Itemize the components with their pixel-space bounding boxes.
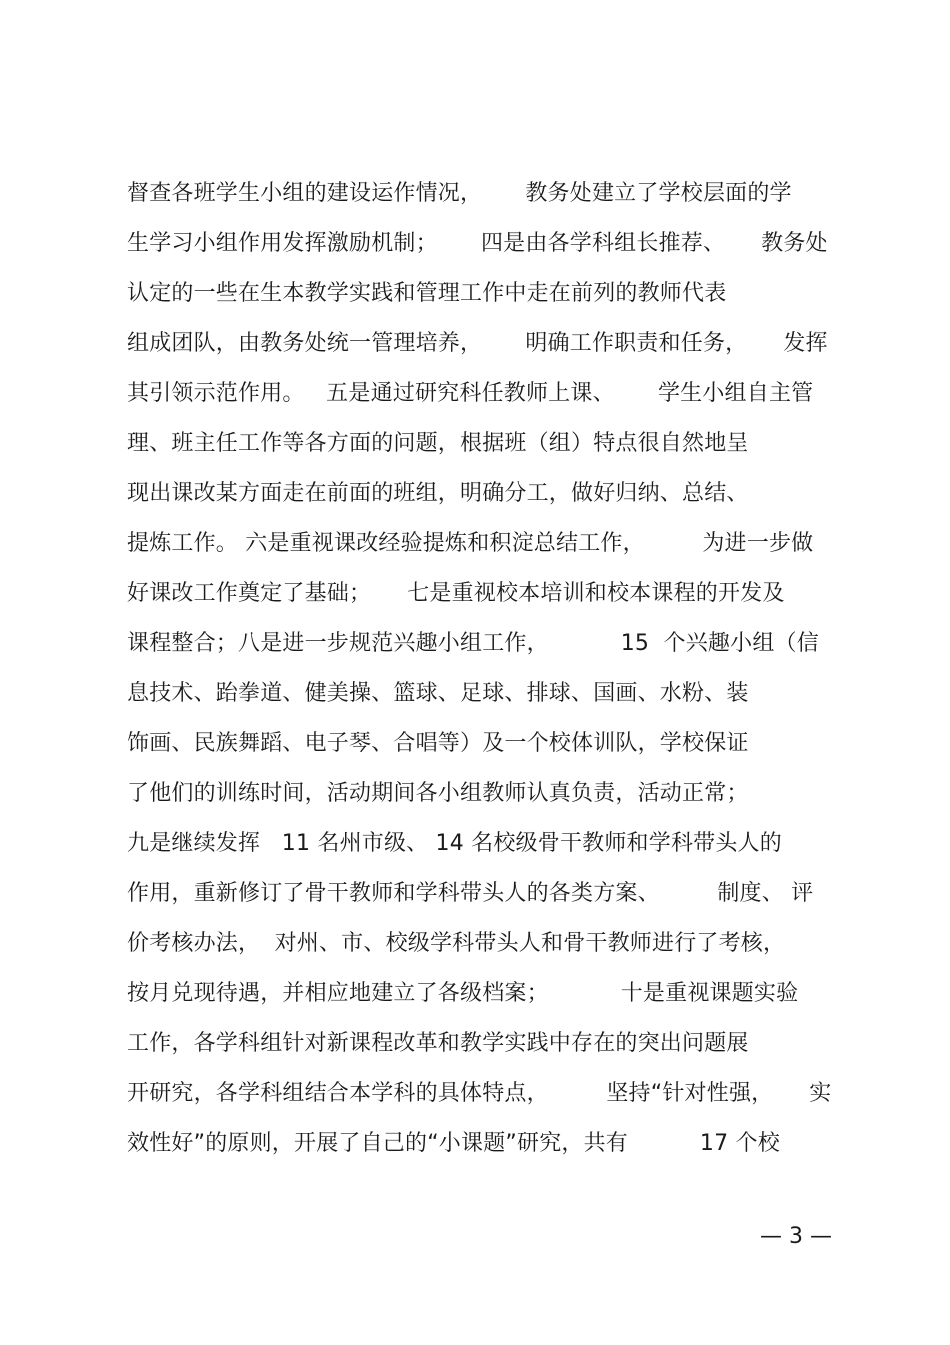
text-line: 了他们的训练时间，活动期间各小组教师认真负责，活动正常；	[127, 781, 749, 806]
text-line: 息技术、跆拳道、健美操、篮球、足球、排球、国画、水粉、装	[127, 681, 749, 706]
text-line: 九是继续发挥 11 名州市级、 14 名校级骨干教师和学科带头人的	[127, 831, 782, 856]
text-line: 按月兑现待遇，并相应地建立了各级档案； 十是重视课题实验	[127, 981, 799, 1006]
text-line: 提炼工作。 六是重视课改经验提炼和积淀总结工作， 为进一步做	[127, 531, 814, 556]
body-text	[127, 176, 833, 1176]
text-line: 生学习小组作用发挥激励机制； 四是由各学科组长推荐、 教务处	[127, 231, 828, 256]
text-line: 课程整合；八是进一步规范兴趣小组工作， 15 个兴趣小组（信	[127, 631, 819, 656]
text-line: 饰画、民族舞蹈、电子琴、合唱等）及一个校体训队，学校保证	[127, 731, 749, 756]
text-line: 效性好”的原则，开展了自己的“小课题”研究，共有 17 个校	[127, 1131, 780, 1156]
text-line: 作用，重新修订了骨干教师和学科带头人的各类方案、 制度、 评	[127, 881, 814, 906]
text-line: 开研究，各学科组结合本学科的具体特点， 坚持“针对性强， 实	[127, 1081, 832, 1106]
text-line: 理、班主任工作等各方面的问题，根据班（组）特点很自然地呈	[127, 431, 749, 456]
text-line: 工作，各学科组针对新课程改革和教学实践中存在的突出问题展	[127, 1031, 749, 1056]
text-line: 认定的一些在生本教学实践和管理工作中走在前列的教师代表	[127, 281, 727, 306]
text-line: 好课改工作奠定了基础； 七是重视校本培训和校本课程的开发及	[127, 581, 785, 606]
text-line: 组成团队，由教务处统一管理培养， 明确工作职责和任务， 发挥	[127, 331, 828, 356]
text-line: 现出课改某方面走在前面的班组，明确分工，做好归纳、总结、	[127, 481, 749, 506]
page-number: — 3 —	[760, 1224, 832, 1249]
text-line: 督查各班学生小组的建设运作情况， 教务处建立了学校层面的学	[127, 181, 792, 206]
text-line: 价考核办法， 对州、市、校级学科带头人和骨干教师进行了考核，	[127, 931, 786, 956]
text-line: 其引领示范作用。 五是通过研究科任教师上课、 学生小组自主管	[127, 381, 814, 406]
